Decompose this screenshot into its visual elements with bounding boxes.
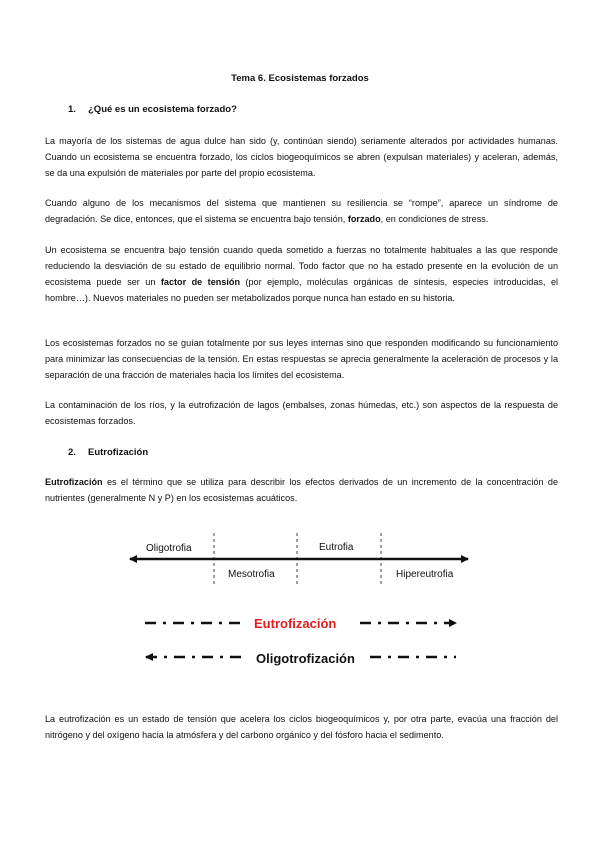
process-eutrofizacion: Eutrofización [254, 616, 337, 631]
paragraph-2-bold: forzado [347, 213, 381, 224]
paragraph-2-text-a: Cuando alguno de los mecanismos del sistema que mantienen su resiliencia se “rompe”, aparece un síndrome de degradación. Se dice, entonces, que el sistema se encuentra bajo tensión, [45, 198, 558, 224]
trophic-diagram [0, 520, 600, 680]
paragraph-3 [45, 243, 558, 307]
section-2-number: 2. [68, 447, 76, 458]
paragraph-6-text: es el término que se utiliza para describir los efectos derivados de un incremento de la concentración de nutrientes (generalmente N y P) en los ecosistemas acuáticos. [45, 477, 559, 503]
paragraph-4: Los ecosistemas forzados no se guían totalmente por sus leyes internas sino que responden modificando su funcionamiento para minimizar las consecuencias de la tensión. En estas respuestas se aprecia generalmente la aceleración de procesos y la separación de una fracción de materiales hacia los límites del ecosistema. [45, 338, 558, 380]
paragraph-3-bold: factor de tensión [160, 276, 240, 287]
page-title: Tema 6. Ecosistemas forzados [231, 73, 369, 84]
paragraph-6-bold: Eutrofización [45, 477, 103, 487]
paragraph-5: La contaminación de los ríos, y la eutrofización de lagos (embalses, zonas húmedas, etc.) son aspectos de la respuesta de ecosistemas forzados. [45, 400, 558, 426]
section-1-number: 1. [68, 104, 76, 115]
stage-oligotrofia: Oligotrofia [146, 543, 192, 554]
stage-eutrofia: Eutrofia [319, 542, 354, 553]
paragraph-2-text-b: , en condiciones de stress. [380, 213, 489, 224]
paragraph-6 [45, 475, 558, 507]
paragraph-3-text-a: Un ecosistema se encuentra bajo tensión cuando queda sometido a fuerzas no totalmente habituales a las que responde reduciendo la desviación de su estado de equilibrio normal. Todo factor que no ha estado presente en la evolución de un ecosistema puede ser un [45, 245, 558, 287]
stage-hipereutrofia: Hipereutrofia [396, 569, 454, 580]
paragraph-1: La mayoría de los sistemas de agua dulce han sido (y, continúan siendo) seriamente alterados por actividades humanas. Cuando un ecosistema se encuentra forzado, los ciclos biogeoquímicos se abren (expulsan materiales) y aceleran, además, se da una expulsión de materiales por parte del propio ecosistema. [45, 136, 558, 178]
paragraph-7: La eutrofización es un estado de tensión que acelera los ciclos biogeoquímicos y, por otra parte, evacúa una fracción del nitrógeno y del oxígeno hacia la atmósfera y del carbono orgánico y del fósforo hacia el sedimento. [45, 714, 558, 740]
section-2-title: Eutrofización [88, 447, 149, 458]
section-2-heading [68, 447, 148, 458]
process-oligotrofizacion: Oligotrofización [256, 651, 355, 666]
section-1-heading [68, 104, 237, 115]
section-1-title: ¿Qué es un ecosistema forzado? [88, 104, 237, 115]
paragraph-3-text-b: (por ejemplo, moléculas orgánicas de síntesis, especies introducidas, el hombre…). Nuevos materiales no pueden ser metabolizados porque nunca han estado en su historia. [45, 276, 559, 303]
paragraph-2 [45, 196, 558, 228]
stage-mesotrofia: Mesotrofia [228, 569, 275, 580]
